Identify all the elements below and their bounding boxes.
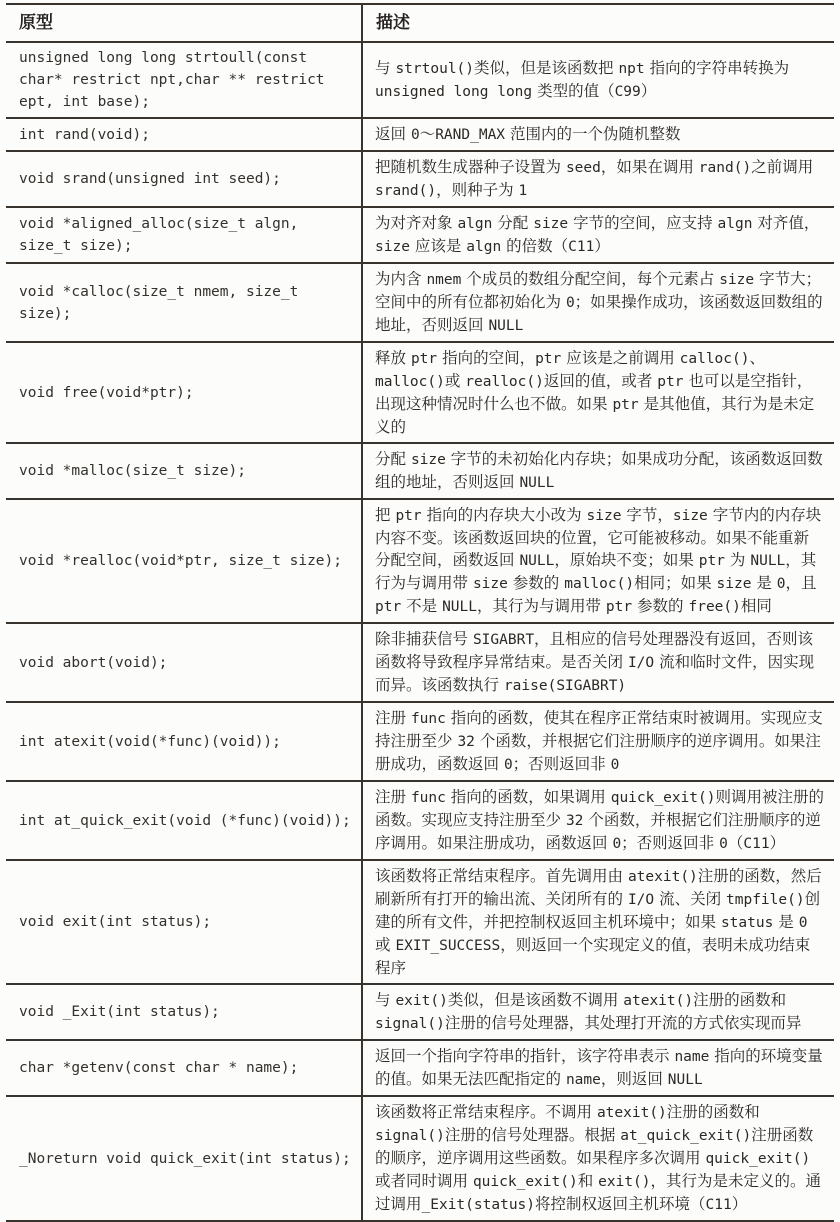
inline-code: unsigned long long	[375, 84, 533, 100]
inline-code: ptr	[375, 599, 402, 615]
inline-code: atexit()	[623, 993, 694, 1009]
inline-code: SIGABRT	[472, 632, 535, 648]
inline-code: NULL	[667, 1072, 703, 1088]
prototype-cell: void exit(int status);	[6, 860, 362, 984]
inline-code: 0	[565, 295, 575, 311]
inline-code: tmpfile()	[726, 892, 805, 908]
inline-code: 0	[612, 836, 622, 852]
inline-code: quick_exit()	[705, 1151, 811, 1167]
inline-code: 0	[410, 127, 420, 143]
inline-code: I/O	[627, 655, 655, 671]
inline-code: 0	[610, 757, 620, 773]
description-cell: 该函数将正常结束程序。首先调用由 atexit()注册的函数，然后刷新所有打开的输出流、关闭所有的 I/O 流、关闭 tmpfile()创建的所有文件，并把控制权返回主机环境中；如果 status 是 0 或 EXIT_SUCCESS，则返回一个实现定义的值，表明未成功结束程序	[362, 860, 834, 984]
description-cell: 释放 ptr 指向的空间，ptr 应该是之前调用 calloc()、malloc()或 realloc()返回的值，或者 ptr 也可以是空指针，出现这种情况时什么也不做。如果 ptr 是其他值，其行为是未定义的	[362, 342, 834, 443]
description-cell: 与 exit()类似，但是该函数不调用 atexit()注册的函数和 signal()注册的信号处理器，其处理打开流的方式依实现而异	[362, 984, 834, 1040]
inline-code: 32	[457, 734, 475, 750]
inline-code: NULL	[750, 553, 786, 569]
inline-code: NULL	[519, 553, 555, 569]
table-row	[6, 702, 834, 781]
table-row	[6, 623, 834, 702]
inline-code: C11	[743, 836, 770, 852]
prototype-cell: int at_quick_exit(void (*func)(void));	[6, 781, 362, 860]
inline-code: exit()	[395, 993, 448, 1009]
inline-code: ptr	[605, 599, 633, 615]
prototype-cell: void abort(void);	[6, 623, 362, 702]
table-row	[6, 118, 834, 151]
inline-code: ptr	[657, 374, 684, 390]
table-row	[6, 207, 834, 263]
column-header-description: 描述	[362, 4, 834, 42]
inline-code: calloc()	[679, 351, 750, 367]
table-row	[6, 151, 834, 207]
inline-code: size	[672, 508, 708, 524]
prototype-cell: void *realloc(void*ptr, size_t size);	[6, 499, 362, 623]
description-cell: 注册 func 指向的函数，使其在程序正常结束时被调用。实现应支持注册至少 32 个函数，并根据它们注册顺序的逆序调用。如果注册成功，函数返回 0；否则返回非 0	[362, 702, 834, 781]
inline-code: _Exit(status)	[421, 1197, 536, 1213]
inline-code: algn	[717, 216, 753, 232]
prototype-cell: char *getenv(const char * name);	[6, 1040, 362, 1096]
prototype-cell: _Noreturn void quick_exit(int status);	[6, 1096, 362, 1221]
inline-code: ptr	[698, 553, 725, 569]
prototype-cell: unsigned long long strtoull(const char* restrict npt,char ** restrict ept, int base);	[6, 42, 362, 118]
description-cell: 与 strtoul()类似，但是该函数把 npt 指向的字符串转换为 unsigned long long 类型的值（C99）	[362, 42, 834, 118]
column-header-prototype: 原型	[6, 4, 362, 42]
prototype-cell: void *malloc(size_t size);	[6, 443, 362, 499]
prototype-cell: int atexit(void(*func)(void));	[6, 702, 362, 781]
inline-code: func	[410, 790, 446, 806]
header-row	[6, 4, 834, 42]
inline-code: npt	[618, 61, 645, 77]
prototype-cell: void *calloc(size_t nmem, size_t size);	[6, 263, 362, 342]
inline-code: nmem	[426, 272, 462, 288]
inline-code: 0	[776, 576, 786, 592]
description-cell: 除非捕获信号 SIGABRT，且相应的信号处理器没有返回，否则该函数将导致程序异常结束。是否关闭 I/O 流和临时文件，因实现而异。该函数执行 raise(SIGABRT)	[362, 623, 834, 702]
inline-code: name	[674, 1049, 710, 1065]
inline-code: raise(SIGABRT)	[503, 678, 627, 694]
inline-code: signal()	[375, 1016, 445, 1032]
table-row	[6, 781, 834, 860]
inline-code: exit()	[598, 1174, 651, 1190]
inline-code: size	[716, 576, 752, 592]
inline-code: free()	[688, 599, 741, 615]
table-row	[6, 42, 834, 118]
inline-code: name	[565, 1072, 601, 1088]
description-cell: 返回 0～RAND_MAX 范围内的一个伪随机整数	[362, 118, 834, 151]
inline-code: RAND_MAX	[435, 127, 506, 143]
inline-code: size	[586, 508, 622, 524]
description-cell: 注册 func 指向的函数，如果调用 quick_exit()则调用被注册的函数。实现应支持注册至少 32 个函数，并根据它们注册顺序的逆序调用。如果注册成功，函数返回 0；否则返回非 0（C11）	[362, 781, 834, 860]
inline-code: NULL	[442, 599, 477, 615]
prototype-cell: void free(void*ptr);	[6, 342, 362, 443]
description-cell: 把随机数生成器种子设置为 seed，如果在调用 rand()之前调用 srand()，则种子为 1	[362, 151, 834, 207]
inline-code: 0	[798, 915, 808, 931]
inline-code: strtoul()	[395, 61, 475, 77]
inline-code: ptr	[612, 397, 639, 413]
inline-code: C11	[705, 1197, 732, 1213]
inline-code: ptr	[395, 508, 422, 524]
inline-code: atexit()	[627, 869, 698, 885]
inline-code: C99	[614, 84, 641, 100]
inline-code: 1	[518, 183, 528, 199]
table-row	[6, 499, 834, 623]
inline-code: C11	[568, 239, 595, 255]
description-cell: 把 ptr 指向的内存块大小改为 size 字节，size 字节内的内存块内容不变。该函数返回块的位置，它可能被移动。如果不能重新分配空间，函数返回 NULL，原始块不变；如果 ptr 为 NULL，其行为与调用带 size 参数的 malloc()相同；如果 size 是 0，且 ptr 不是 NULL，其行为与调用带 ptr 参数的 free()相同	[362, 499, 834, 623]
inline-code: atexit()	[596, 1105, 667, 1121]
inline-code: quick_exit()	[610, 790, 716, 806]
inline-code: malloc()	[375, 374, 445, 390]
inline-code: algn	[457, 216, 493, 232]
description-cell: 为对齐对象 algn 分配 size 字节的空间，应支持 algn 对齐值，size 应该是 algn 的倍数（C11）	[362, 207, 834, 263]
prototype-cell: void *aligned_alloc(size_t algn, size_t size);	[6, 207, 362, 263]
inline-code: I/O	[627, 892, 655, 908]
table-row	[6, 263, 834, 342]
description-cell: 为内含 nmem 个成员的数组分配空间，每个元素占 size 字节大；空间中的所有位都初始化为 0；如果操作成功，该函数返回数组的地址，否则返回 NULL	[362, 263, 834, 342]
table-row	[6, 984, 834, 1040]
prototype-cell: void srand(unsigned int seed);	[6, 151, 362, 207]
table-row	[6, 443, 834, 499]
inline-code: ptr	[410, 351, 438, 367]
inline-code: realloc()	[465, 374, 544, 390]
inline-code: at_quick_exit()	[620, 1128, 752, 1144]
table-row	[6, 1040, 834, 1096]
inline-code: size	[410, 452, 446, 468]
table-row	[6, 1096, 834, 1221]
description-cell: 分配 size 字节的未初始化内存块；如果成功分配，该函数返回数组的地址，否则返回 NULL	[362, 443, 834, 499]
rows-container	[6, 42, 834, 1221]
description-cell: 该函数将正常结束程序。不调用 atexit()注册的函数和 signal()注册的信号处理器。根据 at_quick_exit()注册函数的顺序，逆序调用这些函数。如果程序多次调用 quick_exit()或者同时调用 quick_exit()和 exit()，其行为是未定义的。通过调用_Exit(status)将控制权返回主机环境（C11）	[362, 1096, 834, 1221]
inline-code: rand()	[698, 160, 752, 176]
inline-code: size	[375, 239, 410, 255]
inline-code: 0	[719, 836, 728, 852]
inline-code: srand()	[375, 183, 437, 199]
inline-code: size	[472, 576, 508, 592]
prototype-cell: void _Exit(int status);	[6, 984, 362, 1040]
inline-code: 32	[565, 813, 584, 829]
inline-code: func	[410, 711, 446, 727]
table-row	[6, 860, 834, 984]
inline-code: EXIT_SUCCESS	[395, 938, 501, 954]
inline-code: size	[719, 272, 755, 288]
inline-code: quick_exit()	[472, 1174, 578, 1190]
inline-code: algn	[466, 239, 502, 255]
function-reference-table	[6, 3, 834, 1222]
description-cell: 返回一个指向字符串的指针，该字符串表示 name 指向的环境变量的值。如果无法匹配指定的 name，则返回 NULL	[362, 1040, 834, 1096]
inline-code: NULL	[519, 475, 555, 491]
table-row	[6, 342, 834, 443]
inline-code: 0	[503, 757, 513, 773]
inline-code: NULL	[488, 318, 524, 334]
inline-code: seed	[565, 160, 601, 176]
inline-code: malloc()	[564, 576, 635, 592]
inline-code: size	[533, 216, 569, 232]
inline-code: status	[720, 915, 774, 931]
prototype-cell: int rand(void);	[6, 118, 362, 151]
inline-code: ptr	[535, 351, 562, 367]
inline-code: signal()	[375, 1128, 445, 1144]
